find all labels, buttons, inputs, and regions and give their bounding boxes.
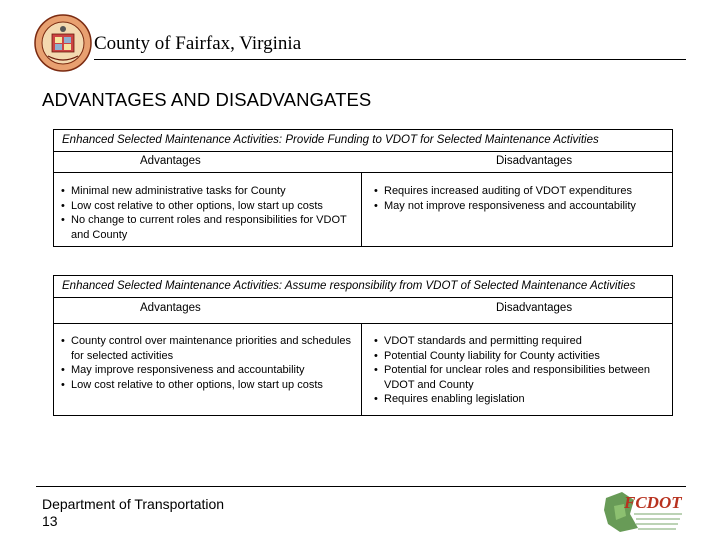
list-item: • Requires enabling legislation [372, 392, 662, 407]
list-item: • County control over maintenance priorities and schedules for selected activities [59, 334, 354, 363]
footer-department [42, 496, 224, 530]
list-item: • Potential for unclear roles and responsibilities between VDOT and County [372, 363, 662, 392]
header-divider [94, 59, 686, 60]
advantages-header: Advantages [140, 155, 201, 167]
comparison-section-1 [53, 129, 673, 247]
list-item: • Low cost relative to other options, low start up costs [59, 199, 354, 214]
list-item: • Requires increased auditing of VDOT expenditures [372, 184, 670, 199]
comparison-table [53, 151, 673, 247]
disadvantages-list [372, 334, 662, 407]
fcdot-logo-icon [600, 488, 690, 536]
section-title: Enhanced Selected Maintenance Activities: Provide Funding to VDOT for Selected Maintenance Activities [53, 129, 673, 151]
column-divider [361, 323, 362, 415]
list-item: • VDOT standards and permitting required [372, 334, 662, 349]
disadvantages-header: Disadvantages [496, 155, 573, 167]
list-item: • Potential County liability for County activities [372, 349, 662, 364]
advantages-list [59, 334, 354, 392]
county-seal-icon [34, 14, 92, 72]
list-item: • Low cost relative to other options, low start up costs [59, 378, 354, 393]
page-title: ADVANTAGES AND DISADVANGATES [42, 89, 372, 110]
advantages-list [59, 184, 354, 242]
advantages-header: Advantages [140, 302, 201, 314]
disadvantages-header: Disadvantages [496, 302, 573, 314]
county-name: County of Fairfax, Virginia [94, 33, 302, 54]
section-title: Enhanced Selected Maintenance Activities: Assume responsibility from VDOT of Selected Maintenance Activities [53, 275, 673, 297]
page-number: 13 [42, 513, 58, 529]
logo-text: FCDOT [624, 493, 682, 512]
footer-divider [36, 486, 686, 487]
list-item: • May improve responsiveness and accountability [59, 363, 354, 378]
header-row-divider [54, 172, 672, 173]
list-item: • Minimal new administrative tasks for County [59, 184, 354, 199]
column-divider [361, 172, 362, 246]
disadvantages-list [372, 184, 670, 213]
list-item: • May not improve responsiveness and accountability [372, 199, 670, 214]
header-row-divider [54, 323, 672, 324]
comparison-table [53, 297, 673, 416]
comparison-section-2 [53, 275, 673, 416]
department-name: Department of Transportation [42, 496, 225, 512]
list-item: • No change to current roles and responsibilities for VDOT and County [59, 213, 354, 242]
